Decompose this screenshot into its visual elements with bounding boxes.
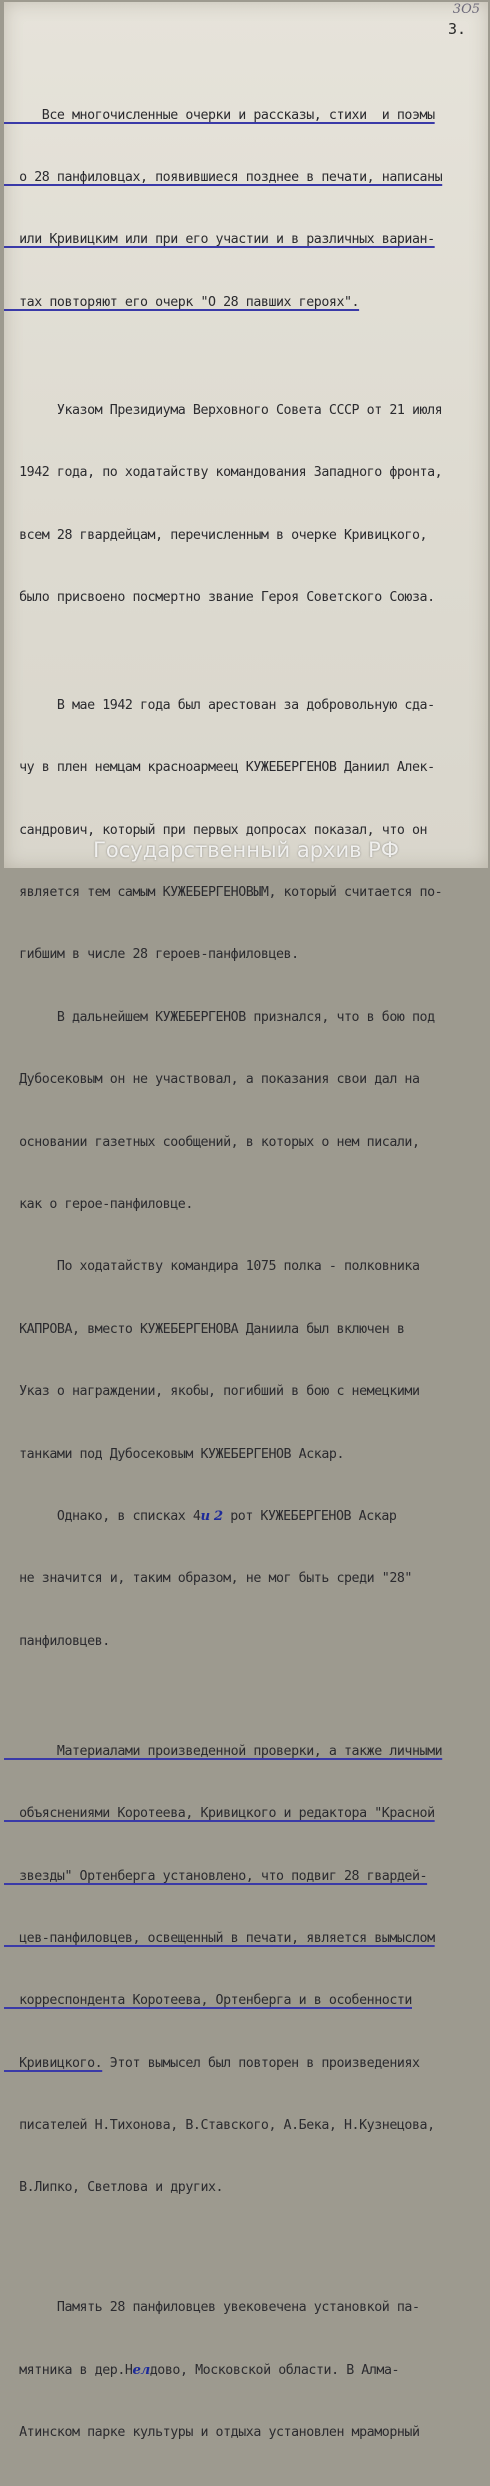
text-segment: мятника в дер.Н xyxy=(4,2362,133,2378)
text-line: Память 28 панфиловцев увековечена установкой па- xyxy=(4,2300,420,2316)
text-line: Дубосековым он не участвовал, а показания свои дал на xyxy=(4,1072,420,1088)
text-line: Указ о награждении, якобы, погибший в бою с немецкими xyxy=(4,1384,420,1400)
text-line: или Кривицким или при его участии и в различных вариан- xyxy=(4,232,435,248)
text-line: объяснениями Коротеева, Кривицкого и редактора "Красной xyxy=(4,1806,435,1822)
text-line: чу в плен немцам красноармеец КУЖЕБЕРГЕНОВ Даниил Алек- xyxy=(4,760,435,776)
document-body xyxy=(4,64,488,2486)
archive-folio-number: 3О5 xyxy=(452,2,480,17)
text-line xyxy=(4,2054,488,2075)
text-line: является тем самым КУЖЕБЕРГЕНОВЫМ, который считается по- xyxy=(4,885,443,901)
text-line: писателей Н.Тихонова, В.Ставского, А.Бека, Н.Кузнецова, xyxy=(4,2118,435,2134)
text-line: звезды" Ортенберга установлено, что подвиг 28 гвардей- xyxy=(4,1868,428,1884)
text-line: не значится и, таким образом, не мог быть среди "28" xyxy=(4,1571,412,1587)
document-page xyxy=(4,2,488,2441)
page-number: 3. xyxy=(447,20,466,38)
text-line xyxy=(4,1507,488,1528)
text-line: всем 28 гвардейцам, перечисленным в очерке Кривицкого, xyxy=(4,527,428,543)
text-line: 1942 года, по ходатайству командования Западного фронта, xyxy=(4,465,443,481)
archive-watermark: Государственный архив РФ xyxy=(93,838,399,862)
text-line: Материалами произведенной проверки, а также личными xyxy=(4,1743,443,1759)
text-segment: Однако, в списках 4 xyxy=(4,1508,201,1524)
text-line: Атинском парке культуры и отдыха установлен мраморный xyxy=(4,2425,420,2441)
text-line: В дальнейшем КУЖЕБЕРГЕНОВ признался, что в бою под xyxy=(4,1009,435,1025)
text-line xyxy=(4,2361,488,2382)
text-line: как о герое-панфиловце. xyxy=(4,1197,193,1213)
text-line: КАПРОВА, вместо КУЖЕБЕРГЕНОВА Даниила был включен в xyxy=(4,1321,405,1337)
text-line: корреспондента Коротеева, Ортенберга и в особенности xyxy=(4,1993,412,2009)
handwritten-correction: и 2 xyxy=(200,1508,223,1524)
text-line: Указом Президиума Верховного Совета СССР от 21 июля xyxy=(4,402,443,418)
text-line: Все многочисленные очерки и рассказы, стихи и поэмы xyxy=(4,107,435,123)
text-line: танками под Дубосековым КУЖЕБЕРГЕНОВ Аскар. xyxy=(4,1446,344,1462)
text-line: В мае 1942 года был арестован за добровольную сда- xyxy=(4,697,435,713)
text-line: цев-панфиловцев, освещенный в печати, является вымыслом xyxy=(4,1930,435,1946)
text-line: тах повторяют его очерк "О 28 павших героях". xyxy=(4,294,360,310)
text-line: По ходатайству командира 1075 полка - полковника xyxy=(4,1259,420,1275)
text-segment: Кривицкого. xyxy=(4,2055,103,2071)
text-line: о 28 панфиловцах, появившиеся позднее в печати, написаны xyxy=(4,169,443,185)
text-segment: дово, Московской области. В Алма- xyxy=(149,2362,400,2378)
text-line: панфиловцев. xyxy=(4,1633,110,1649)
text-line: сандрович, который при первых допросах показал, что он xyxy=(4,822,428,838)
text-segment: Этот вымысел был повторен в произведениях xyxy=(102,2055,420,2071)
handwritten-correction: ел xyxy=(132,2362,150,2378)
text-line: В.Липко, Светлова и других. xyxy=(4,2180,224,2196)
text-line: было присвоено посмертно звание Героя Советского Союза. xyxy=(4,589,435,605)
text-line: гибшим в числе 28 героев-панфиловцев. xyxy=(4,947,299,963)
text-line: основании газетных сообщений, в которых о нем писали, xyxy=(4,1134,420,1150)
text-segment: рот КУЖЕБЕРГЕНОВ Аскар xyxy=(222,1508,397,1524)
